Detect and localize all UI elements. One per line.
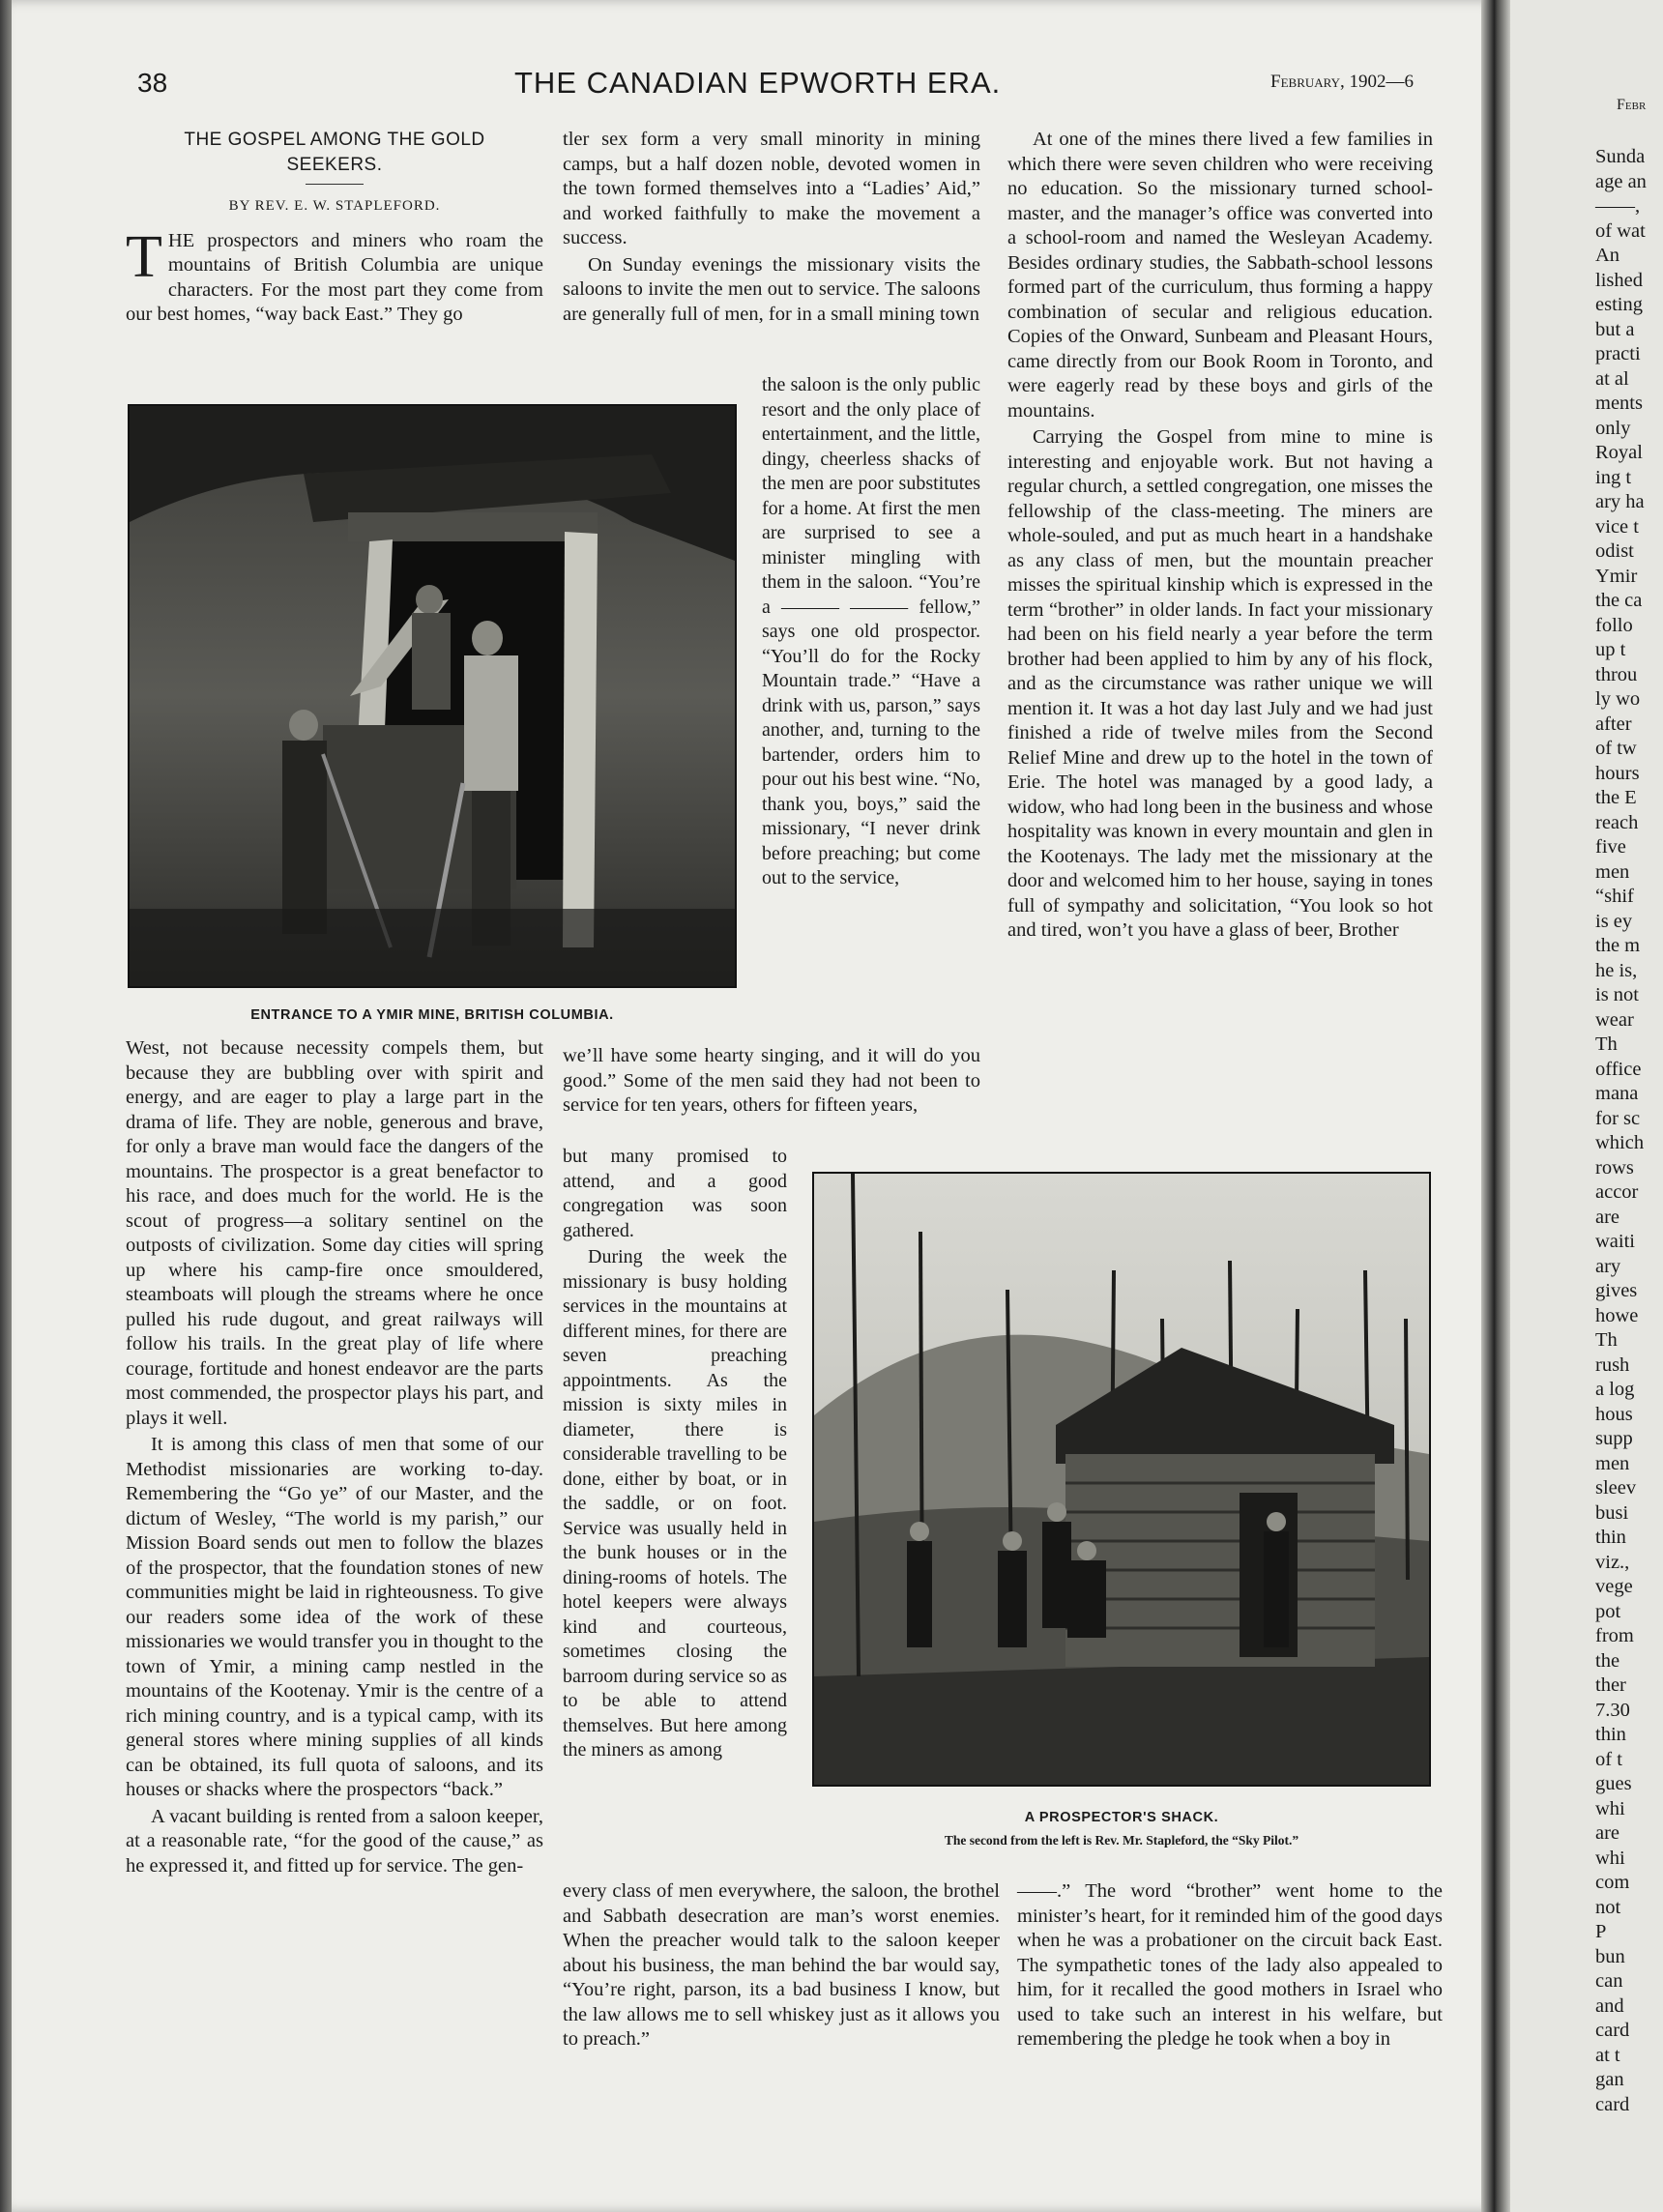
page-gutter [1481, 0, 1510, 2212]
facing-page-line: ing t [1595, 466, 1632, 488]
facing-page-line: men [1595, 860, 1630, 883]
paragraph: tler sex form a very small minority in mining camps, but a half dozen noble, devoted women in the town formed themselves into a “Ladies’ Aid,” and worked faithfully to make the movement a success. [563, 129, 980, 248]
facing-page-line: gives [1595, 1280, 1638, 1301]
facing-page-edge [1510, 0, 1663, 2212]
facing-page-line: are [1595, 1822, 1620, 1844]
paragraph: On Sunday evenings the missionary visits the saloons to invite the men out to service. The saloons are generally full of men, for in a small mining town [563, 253, 980, 325]
facing-page-line: card [1595, 2093, 1630, 2115]
facing-page-line: howe [1595, 1304, 1639, 1326]
photo-ymir-mine-entrance [128, 404, 737, 988]
opening-paragraph [126, 223, 543, 328]
facing-page-line: are [1595, 1206, 1620, 1228]
facing-page-line: Royal [1595, 442, 1643, 463]
photo-caption-mine: ENTRANCE TO A YMIR MINE, BRITISH COLUMBIA. [250, 1007, 614, 1023]
facing-page-line: only [1595, 417, 1631, 439]
facing-page-line: follo [1595, 614, 1633, 636]
facing-page-line: com [1595, 1872, 1630, 1893]
paragraph: During the week the missionary is busy holding services in the mountains at different mines, for there are seven preaching appointments. As the mission is sixty miles in diameter, there is considerable travelling to be done, either by boat, or in the saddle, or on foot. Service was usually held in the bunk houses or in the dining-rooms of hotels. The hotel keepers were always kind and courteous, sometimes closing the barroom during service so as to be able to attend themselves. But here among the miners as among [563, 1246, 787, 1761]
article-title-line-2: SEEKERS. [286, 155, 383, 175]
facing-page-line: is not [1595, 984, 1639, 1005]
article-title-line-1: THE GOSPEL AMONG THE GOLD [184, 130, 485, 150]
facing-page-line: up t [1595, 639, 1626, 660]
facing-page-line: is ey [1595, 910, 1633, 932]
page-header [137, 68, 1414, 110]
facing-page-line: reach [1595, 811, 1639, 833]
facing-page-line: age an [1595, 170, 1647, 192]
facing-page-line: ther [1595, 1674, 1626, 1696]
paragraph: every class of men everywhere, the saloon, the brothel and Sabbath desecration are man’s worst enemies. When the preacher would talk to the saloon keeper about his business, the man behind the bar would say, “You’re right, parson, its a bad business I know, but the law allows me to sell whiskey just as it allows you to preach.” [563, 1880, 1000, 2050]
facing-page-line: Th [1595, 1033, 1618, 1055]
facing-page-line: throu [1595, 663, 1638, 685]
facing-page-line: busi [1595, 1501, 1629, 1524]
facing-page-line: 7.30 [1595, 1699, 1630, 1721]
facing-page-line: rush [1595, 1353, 1630, 1376]
facing-page-line: card [1595, 2020, 1630, 2041]
facing-page-line: at t [1595, 2044, 1620, 2066]
paragraph: A vacant building is rented from a saloon keeper, at a reasonable rate, “for the good of the cause,” as he expressed it, and fitted up for service. The gen- [126, 1805, 543, 1877]
facing-page-line: esting [1595, 294, 1643, 315]
facing-page-line: he is, [1595, 959, 1638, 981]
facing-page-line: Sunda [1595, 146, 1646, 167]
column-1-top [126, 128, 543, 330]
facing-page-line: five [1595, 836, 1626, 858]
column-2-bottom [563, 1879, 1000, 2054]
facing-page-line: Ymir [1595, 565, 1638, 587]
facing-page-line: vege [1595, 1576, 1633, 1597]
column-2-middle [563, 1044, 980, 1121]
facing-page-line: hous [1595, 1403, 1633, 1425]
facing-page-line: the [1595, 1649, 1620, 1672]
facing-page-line: hours [1595, 762, 1640, 784]
facing-page-line: bun [1595, 1945, 1625, 1967]
facing-page-line: of t [1595, 1748, 1622, 1770]
page-number: 38 [137, 68, 168, 98]
facing-page-line: lished [1595, 269, 1643, 291]
opening-text: HE prospectors and miners who roam the mountains of British Columbia are unique characters. For the most part they come from our best homes, “way back East.” They go [126, 229, 543, 325]
facing-page-line: gan [1595, 2069, 1624, 2090]
facing-page-line: the ca [1595, 590, 1643, 611]
facing-page-line: for sc [1595, 1107, 1641, 1129]
facing-page-line: ary [1595, 1255, 1621, 1277]
facing-page-line: supp [1595, 1428, 1633, 1449]
facing-page-line: gues [1595, 1773, 1632, 1794]
article-title [126, 128, 543, 178]
photo-caption-shack: A PROSPECTOR'S SHACK. [1024, 1810, 1219, 1825]
facing-page-line: rows [1595, 1156, 1634, 1179]
facing-page-line: a log [1595, 1379, 1635, 1400]
facing-page-line: waiti [1595, 1231, 1635, 1252]
facing-page-line: thin [1595, 1724, 1626, 1745]
facing-page-line: whi [1595, 1847, 1625, 1869]
facing-page-text [1595, 145, 1647, 2117]
facing-page-line: and [1595, 1994, 1624, 2017]
facing-page-line: wear [1595, 1008, 1634, 1031]
title-rule [306, 184, 364, 185]
column-3-top [1007, 128, 1433, 946]
mine-entrance-illustration [130, 406, 735, 986]
article-byline: BY REV. E. W. STAPLEFORD. [228, 198, 441, 214]
issue-date: February, 1902—6 [1270, 72, 1414, 92]
facing-page-line: ly wo [1595, 688, 1641, 710]
photo-prospectors-shack [812, 1172, 1431, 1787]
facing-page-line: ments [1595, 393, 1643, 414]
narrow-column [762, 373, 980, 893]
facing-page-line: thin [1595, 1527, 1626, 1548]
facing-page-line: not [1595, 1896, 1621, 1918]
column-2-top [563, 128, 980, 329]
facing-page-line: the E [1595, 787, 1637, 808]
facing-page-line: sleev [1595, 1477, 1637, 1499]
facing-page-line: odist [1595, 540, 1634, 562]
column-2-lower [563, 1145, 787, 1765]
facing-page-line: Th [1595, 1329, 1618, 1351]
facing-page-line: An [1595, 245, 1620, 266]
facing-page-line: whi [1595, 1797, 1625, 1819]
facing-page-line: from [1595, 1625, 1634, 1646]
facing-page-header: Febr [1617, 97, 1647, 113]
paragraph: West, not because necessity compels them, but because they are bubbling over with spirit and energy, and are eager to play a large part in the drama of life. They are noble, generous and brave, for only a brave man would face the dangers of the mountains. The prospector is a great benefactor to his race, and does much for the world. He is the scout of progress—a solitary sentinel on the outposts of civilization. Some day cities will spring up where his camp-fire once smouldered, steamboats will plough the streams where he once pulled his rude dugout, and great railways will follow his trails. In the great play of life where courage, fortitude and honest endeavor are the parts most commended, the prospector plays his part, and plays it well. [126, 1037, 543, 1429]
paragraph: Carrying the Gospel from mine to mine is interesting and enjoyable work. But not having a regular church, a settled congregation, one misses the fellowship of the class-meeting. The miners are whole-souled, and put as much heart in a handshake as any class of men, but the mountain preacher misses the spiritual kinship which is expressed in the term “brother” in older lands. In fact your missionary had been on his field nearly a year before the term brother had been applied to him by any of his flock, and as the circumstance was rather unique we will mention it. It was a hot day last July and we had just finished a ride of twelve miles from the Second Relief Mine and drew up to the hotel in the town of Erie. The hotel was managed by a good lady, a widow, who had long been in the business and whose hospitality was known in every mountain and glen in the Kootenays. The lady met the missionary at the door and welcomed him to her house, saying in tones full of sympathy and solicitation, “You look so hot and tired, won’t you have a glass of beer, Brother [1007, 426, 1433, 941]
facing-page-line: but a [1595, 318, 1635, 340]
paragraph: we’ll have some hearty singing, and it will do you good.” Some of the men said they had not been to service for ten years, others for fifteen years, [563, 1045, 980, 1116]
drop-cap: T [126, 223, 162, 290]
magazine-page [12, 0, 1501, 2212]
facing-page-line: P [1595, 1921, 1607, 1942]
facing-page-line: ary ha [1595, 491, 1645, 512]
facing-page-line: ——, [1595, 195, 1641, 217]
facing-page-line: viz., [1595, 1551, 1630, 1573]
facing-page-line: can [1595, 1970, 1623, 1992]
column-3-bottom [1017, 1879, 1443, 2054]
facing-page-line: office [1595, 1058, 1642, 1080]
facing-page-line: of wat [1595, 219, 1646, 242]
facing-page-line: mana [1595, 1083, 1639, 1104]
column-1-bottom [126, 1036, 543, 1880]
facing-page-line: practi [1595, 343, 1641, 364]
facing-page-line: men [1595, 1452, 1630, 1474]
facing-page-line: accor [1595, 1181, 1639, 1203]
publication-title: THE CANADIAN EPWORTH ERA. [514, 66, 1002, 100]
paragraph: At one of the mines there lived a few families in which there were seven children who were receiving no education. So the missionary turned school-master, and the manager’s office was converted into a school-room and named the Wesleyan Academy. Besides ordinary studies, the Sabbath-school lessons formed part of the curriculum, thus forming a happy combination of secular and religious education. Copies of the Onward, Sunbeam and Pleasant Hours, came directly from our Book Room in Toronto, and were eagerly read by these boys and girls of the mountains. [1007, 129, 1433, 422]
photo-subcaption-shack: The second from the left is Rev. Mr. Stapleford, the “Sky Pilot.” [944, 1833, 1299, 1848]
facing-page-line: which [1595, 1132, 1645, 1153]
paragraph: It is among this class of men that some of our Methodist missionaries are working to-day. Remembering the “Go ye” of our Master, and the dictum of Wesley, “The world is my parish,” our Mission Board sends out men to follow the blazes of the prospector, that the foundation stones of new communities might be laid in righteousness. To give our readers some idea of the work of these missionaries we would transfer you in thought to the town of Ymir, a mining camp nestled in the mountains of the Kootenay. Ymir is the centre of a rich mining country, and is a typical camp, with its general stores where mining supplies of all kinds can be obtained, its full quota of saloons, and its houses or shacks where the prospectors “back.” [126, 1434, 543, 1800]
facing-page-line: vice t [1595, 515, 1639, 538]
facing-page-line: at al [1595, 367, 1629, 390]
facing-page-line: of tw [1595, 738, 1637, 759]
facing-page-line: “shif [1595, 886, 1634, 907]
shack-illustration [814, 1174, 1429, 1785]
paragraph: but many promised to attend, and a good congregation was soon gathered. [563, 1146, 787, 1241]
facing-page-line: the m [1595, 935, 1641, 956]
facing-page-line: after [1595, 713, 1632, 735]
paragraph: ——.” The word “brother” went home to the minister’s heart, for it reminded him of the good days when he was a probationer on the circuit back East. The sympathetic tones of the lady also appealed to him, for it recalled the good mothers in Israel who used to take such an interest in his welfare, but remembering the pledge he took when a boy in [1017, 1880, 1443, 2050]
paragraph: the saloon is the only public resort and the only place of entertainment, and the little, dingy, cheerless shacks of the men are poor substitutes for a home. At first the men are surprised to see a minister mingling with them in the saloon. “You’re a ——— ——— fellow,” says one old prospector. “You’ll do for the Rocky Mountain trade.” “Have a drink with us, parson,” says another, and, turning to the bartender, orders him to pour out his best wine. “No, thank you, boys,” said the missionary, “I never drink before preaching; but come out to the service, [762, 374, 980, 888]
facing-page-line: pot [1595, 1600, 1621, 1622]
